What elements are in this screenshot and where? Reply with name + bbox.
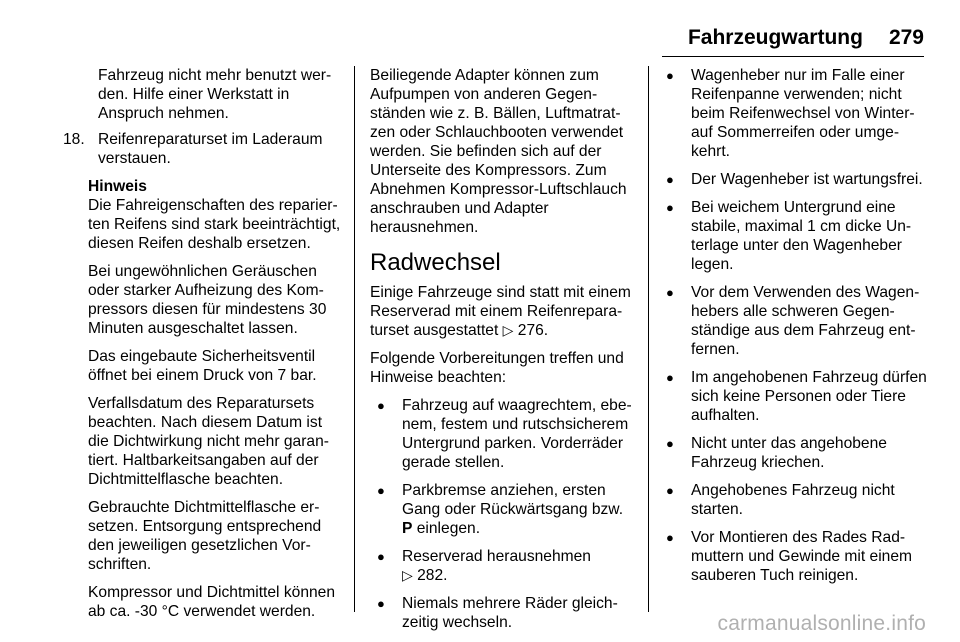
list-item: ● Vor Montieren des Rades Radmuttern und Gewinde mit einem sauberen Tuch reinigen. <box>666 529 913 584</box>
list-item: ● Angehobenes Fahrzeug nicht starten. <box>666 482 895 518</box>
note-block <box>88 177 345 621</box>
page-title: Fahrzeugwartung <box>687 26 863 49</box>
column-2 <box>370 66 638 641</box>
section-heading: Radwechsel <box>370 249 501 276</box>
bullet-icon: ● <box>377 596 385 611</box>
xref-link-276[interactable]: 276. <box>517 322 549 339</box>
bullet-icon: ● <box>377 549 385 564</box>
paragraph-adapter: Beiliegende Adapter können zum Aufpumpen von anderen Gegenständen wie z. B. Bällen, Luftmatratzen oder Schlauchbooten verwendet werden. Sie befinden sich auf der Unterseite des Kompressors. Zum Abnehmen Kompressor-Luftschlauch anschrauben und Adapter herausnehmen. <box>370 67 627 236</box>
note-heading: Hinweis <box>88 178 147 195</box>
bullet-icon: ● <box>666 172 674 187</box>
paragraph-disposal: Gebrauchte Dichtmittelflasche ersetzen. Entsorgung entsprechend den jeweiligen gesetzlichen Vorschriften. <box>88 499 322 573</box>
list-item: ● Reserverad herausnehmen ▷ 282. <box>377 548 591 584</box>
list-item: ● Wagenheber nur im Falle einer Reifenpanne verwenden; nicht beim Reifenwechsel von Winter- auf Sommerreifen oder umgekehrt. <box>666 67 915 160</box>
intro-text: Einige Fahrzeuge sind statt mit einem Reserverad mit einem Reifenreparaturset ausgestattet <box>370 284 631 339</box>
xref-arrow-icon: ▷ <box>402 567 413 583</box>
column-divider-1 <box>354 66 355 612</box>
watermark: carmanualsonline.info <box>717 612 926 635</box>
bullet-icon: ● <box>666 200 674 215</box>
page-number: 279 <box>888 26 924 49</box>
header-rule <box>662 56 924 57</box>
step-number: 18. <box>63 131 85 148</box>
bullet-icon: ● <box>666 285 674 300</box>
column-divider-2 <box>648 66 649 612</box>
xref-link-282[interactable]: 282. <box>417 567 448 584</box>
list-item: ● Bei weichem Untergrund eine stabile, maximal 1 cm dicke Unterlage unter den Wagenheber legen. <box>666 199 912 273</box>
list-item: ● Niemals mehrere Räder gleichzeitig wechseln. <box>377 595 618 631</box>
bullet-icon: ● <box>666 68 674 83</box>
list-item: ● Vor dem Verwenden des Wagenhebers alle schweren Gegenständige aus dem Fahrzeug entfernen. <box>666 284 920 358</box>
page-header <box>688 26 924 50</box>
list-item: ● Im angehobenen Fahrzeug dürfen sich keine Personen oder Tiere aufhalten. <box>666 369 927 424</box>
step-text: Reifenreparaturset im Laderaum verstauen. <box>98 131 323 167</box>
paragraph-expiry: Verfallsdatum des Reparatursets beachten. Nach diesem Datum ist die Dichtwirkung nicht mehr garantiert. Haltbarkeitsangaben auf der Dichtmittelflasche beachten. <box>88 395 329 488</box>
paragraph-prep: Folgende Vorbereitungen treffen und Hinweise beachten: <box>370 350 624 386</box>
bullet-icon: ● <box>666 436 674 451</box>
paragraph-intro <box>370 283 638 340</box>
bullet-icon: ● <box>666 530 674 545</box>
step-18 <box>63 130 345 168</box>
bullet-icon: ● <box>666 483 674 498</box>
paragraph-noise: Bei ungewöhnlichen Geräuschen oder starker Aufheizung des Kompressors diesen für mindestens 30 Minuten ausgeschaltet lassen. <box>88 263 327 337</box>
jack-list <box>666 66 932 585</box>
column-1 <box>63 66 345 630</box>
xref-arrow-icon: ▷ <box>502 322 514 338</box>
note-text: Die Fahreigenschaften des reparierten Reifens sind stark beeinträchtigt, diesen Reifen deshalb ersetzen. <box>88 197 341 252</box>
column-3 <box>666 66 932 594</box>
bullet-icon: ● <box>666 370 674 385</box>
step-continuation: Fahrzeug nicht mehr benutzt werden. Hilfe einer Werkstatt in Anspruch nehmen. <box>98 67 332 122</box>
paragraph-temperature: Kompressor und Dichtmittel können ab ca. -30 °C verwendet werden. <box>88 584 336 620</box>
list-item: ● Parkbremse anziehen, ersten Gang oder Rückwärtsgang bzw. P einlegen. <box>377 482 624 537</box>
list-item: ● Der Wagenheber ist wartungsfrei. <box>666 171 923 188</box>
prep-list <box>377 396 638 632</box>
list-item: ● Nicht unter das angehobene Fahrzeug kriechen. <box>666 435 887 471</box>
bullet-icon: ● <box>377 398 385 413</box>
list-item: ● Fahrzeug auf waagrechtem, ebenem, festem und rutschsicherem Untergrund parken. Vorderräder gerade stellen. <box>377 397 632 471</box>
paragraph-valve: Das eingebaute Sicherheitsventil öffnet bei einem Druck von 7 bar. <box>88 348 317 384</box>
bullet-icon: ● <box>377 483 385 498</box>
